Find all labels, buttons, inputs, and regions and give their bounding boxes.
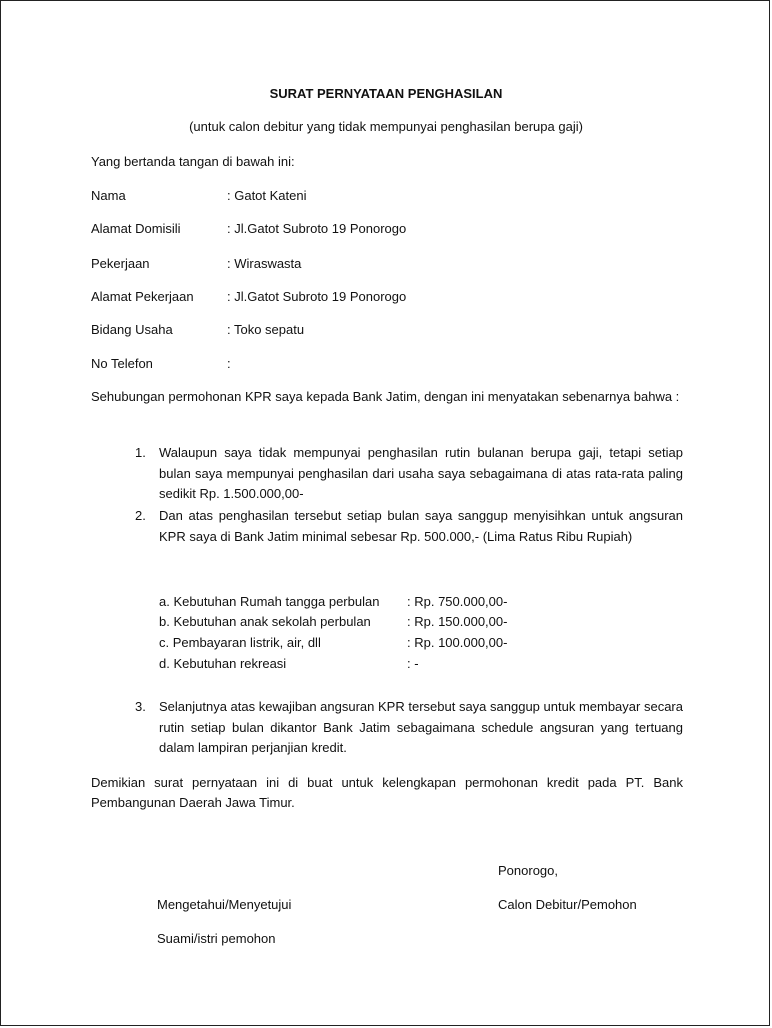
field-value-pekerjaan: : Wiraswasta (227, 256, 302, 271)
item-number-1: 1. (135, 445, 146, 460)
field-label-pekerjaan: Pekerjaan (91, 256, 150, 271)
statement-paragraph: Sehubungan permohonan KPR saya kepada Bank Jatim, dengan ini menyatakan sebenarnya bahwa : (91, 389, 680, 404)
field-value-no-telefon: : (227, 356, 231, 371)
expense-label-a: a. Kebutuhan Rumah tangga perbulan (159, 594, 380, 609)
item-text-1: Walaupun saya tidak mempunyai penghasilan rutin bulanan berupa gaji, tetapi setiap bulan saya mempunyai penghasilan dari usaha saya sebagaimana di atas rata-rata paling sedikit Rp. 1.500.000,00- (159, 445, 683, 501)
item-text-3: Selanjutnya atas kewajiban angsuran KPR tersebut saya sanggup untuk membayar secara rutin setiap bulan dikantor Bank Jatim sebagaimana schedule angsuran yang tertuang dalam lampiran perjanjian kredit. (159, 699, 683, 755)
expense-label-d: d. Kebutuhan rekreasi (159, 656, 287, 671)
field-label-bidang-usaha: Bidang Usaha (91, 322, 173, 337)
expense-label-b: b. Kebutuhan anak sekolah perbulan (159, 614, 371, 629)
intro-text: Yang bertanda tangan di bawah ini: (91, 154, 295, 169)
field-label-nama: Nama (91, 188, 126, 203)
closing-paragraph: Demikian surat pernyataan ini di buat untuk kelengkapan permohonan kredit pada PT. Bank Pembangunan Daerah Jawa Timur. (91, 775, 683, 810)
document-subtitle: (untuk calon debitur yang tidak mempunyai penghasilan berupa gaji) (189, 119, 583, 134)
document-title: SURAT PERNYATAAN PENGHASILAN (269, 86, 503, 101)
expense-value-b: : Rp. 150.000,00- (407, 614, 508, 629)
field-value-alamat-domisili: : Jl.Gatot Subroto 19 Ponorogo (227, 221, 407, 236)
item-number-2: 2. (135, 508, 146, 523)
field-label-alamat-domisili: Alamat Domisili (91, 221, 181, 236)
field-value-alamat-pekerjaan: : Jl.Gatot Subroto 19 Ponorogo (227, 289, 407, 304)
expense-value-d: : - (407, 656, 419, 671)
signature-place: Ponorogo, (498, 863, 558, 878)
signature-right-label: Calon Debitur/Pemohon (498, 897, 637, 912)
signature-left-sub: Suami/istri pemohon (157, 931, 276, 946)
item-text-2: Dan atas penghasilan tersebut setiap bulan saya sanggup menyisihkan untuk angsuran KPR saya di Bank Jatim minimal sebesar Rp. 500.000,- (Lima Ratus Ribu Rupiah) (159, 508, 683, 544)
field-label-no-telefon: No Telefon (91, 356, 153, 371)
field-value-bidang-usaha: : Toko sepatu (227, 322, 305, 337)
signature-left-label: Mengetahui/Menyetujui (157, 897, 292, 912)
field-label-alamat-pekerjaan: Alamat Pekerjaan (91, 289, 194, 304)
expense-value-c: : Rp. 100.000,00- (407, 635, 508, 650)
item-number-3: 3. (135, 699, 146, 714)
expense-value-a: : Rp. 750.000,00- (407, 594, 508, 609)
field-value-nama: : Gatot Kateni (227, 188, 307, 203)
expense-label-c: c. Pembayaran listrik, air, dll (159, 635, 321, 650)
